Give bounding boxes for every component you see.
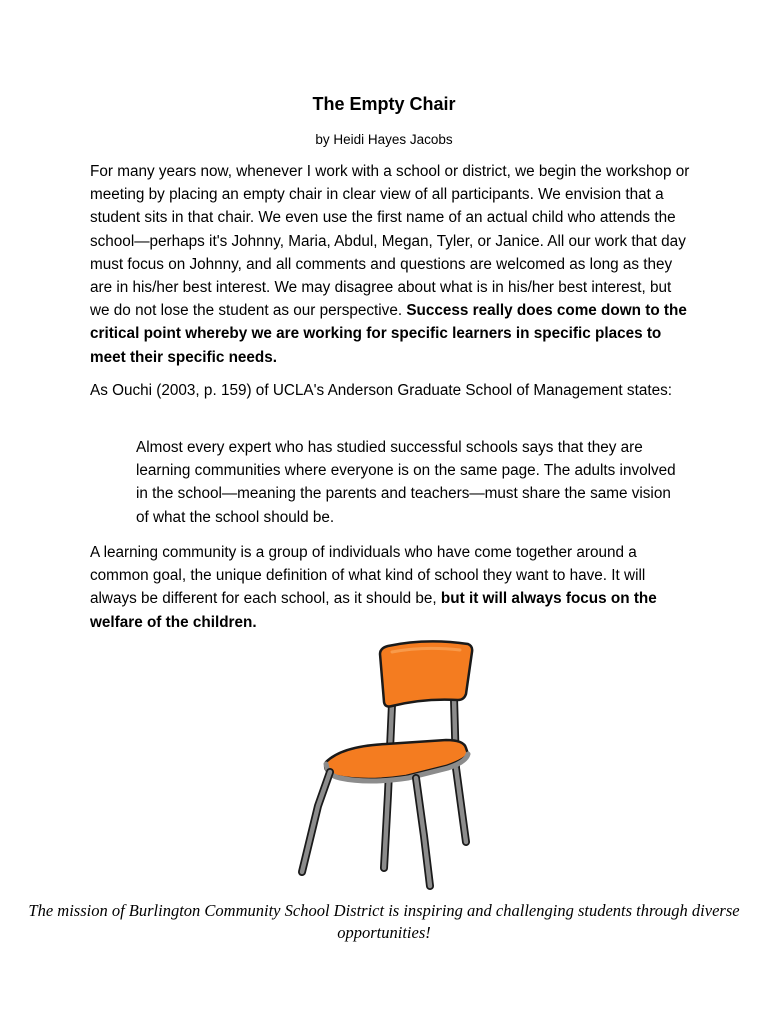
- paragraph-ouchi: As Ouchi (2003, p. 159) of UCLA's Anderson Graduate School of Management states:: [90, 382, 672, 399]
- paragraph-learning-community-emphasis: but it will always focus on the welfare of the children.: [90, 590, 657, 631]
- block-quote: Almost every expert who has studied successful schools says that they are learning communities where everyone is on the same page. The adults involved in the school—meaning the parents and teachers—must share the same vision of what the school should be.: [136, 439, 676, 526]
- document-title: The Empty Chair: [312, 94, 456, 114]
- paragraph-learning-community: [90, 541, 690, 634]
- chair-front-leg-left-fill: [302, 772, 330, 872]
- paragraph-learning-community-text: A learning community is a group of individuals who have come together around a common goal, the unique definition of what kind of school they want to have. It will always be different for each school, as it should be,: [90, 544, 646, 608]
- paragraph-intro: [90, 160, 690, 369]
- empty-chair-icon: [296, 636, 482, 894]
- mission-statement: The mission of Burlington Community School District is inspiring and challenging students through diverse opportunities!: [28, 901, 740, 942]
- paragraph-intro-emphasis: Success really does come down to the critical point whereby we are working for specific learners in specific places to meet their specific needs.: [90, 302, 687, 366]
- paragraph-intro-text: For many years now, whenever I work with a school or district, we begin the workshop or meeting by placing an empty chair in clear view of all participants. We envision that a student sits in that chair. We even use the first name of an actual child who attends the school—perhaps it's Johnny, Maria, Abdul, Megan, Tyler, or Janice. All our work that day must focus on Johnny, and all comments and questions are welcomed as long as they are in his/her best interest. We may disagree about what is in his/her best interest, but we do not lose the student as our perspective.: [90, 163, 690, 320]
- chair-seat: [325, 740, 468, 779]
- document-byline: by Heidi Hayes Jacobs: [315, 132, 453, 147]
- chair-front-leg-right-fill: [416, 778, 430, 886]
